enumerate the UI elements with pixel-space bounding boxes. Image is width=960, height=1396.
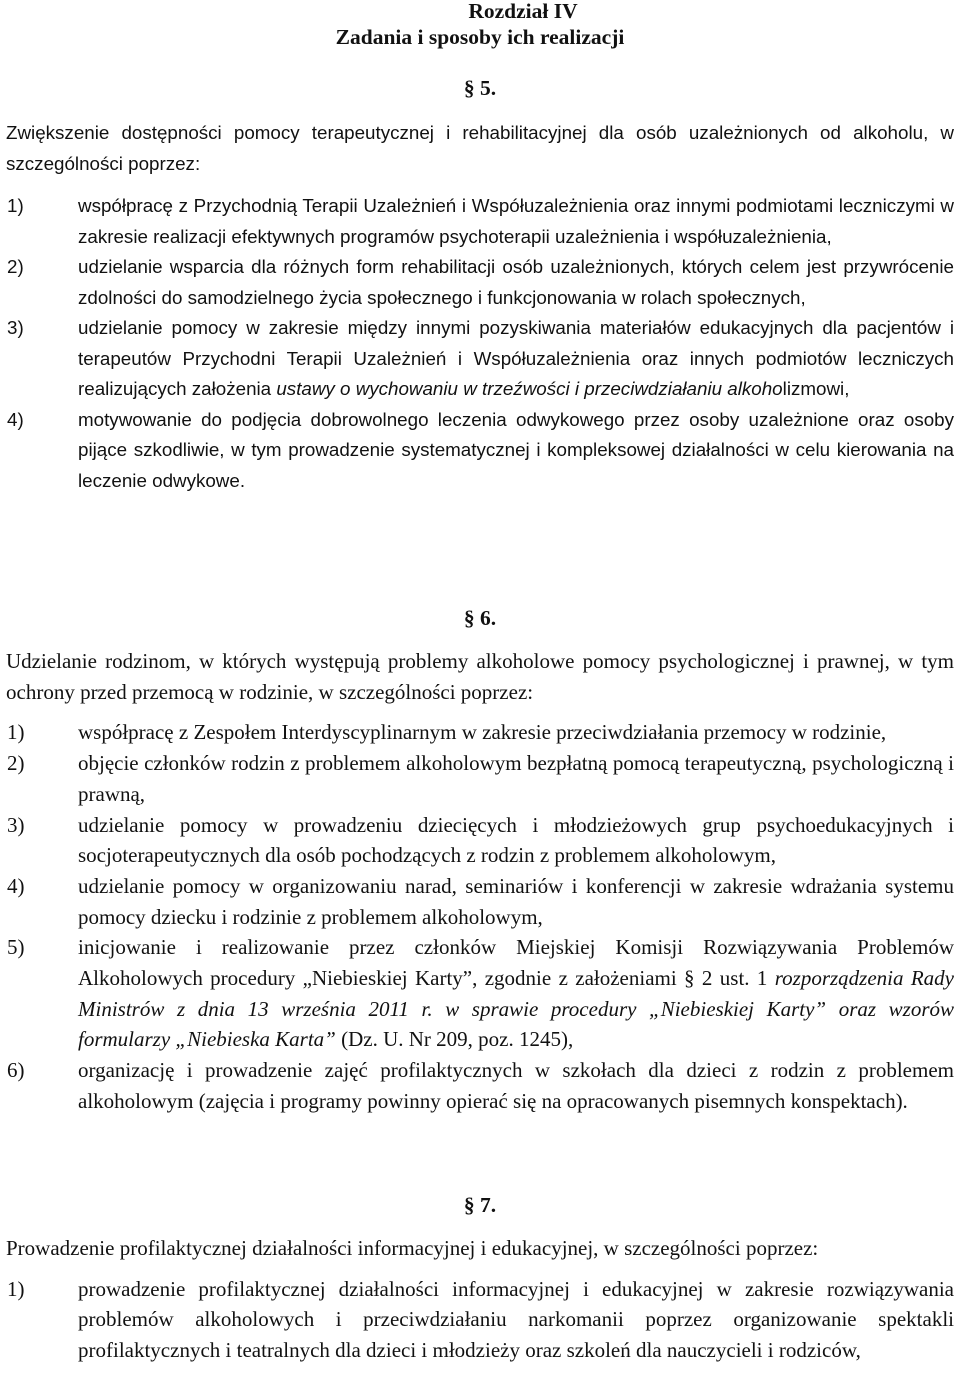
item-text: udzielanie pomocy w prowadzeniu dziecięcych i młodzieżowych grup psychoedukacyjnych i socjoterapeutycznych dla osób pochodzących z rodzin z problemem alkoholowym, — [78, 812, 954, 868]
item-text: objęcie członków rodzin z problemem alkoholowym bezpłatną pomocą terapeutyczną, psychologiczną i prawną, — [78, 751, 954, 806]
section-6-symbol: § 6. — [463, 606, 497, 630]
item-number: 2) — [7, 256, 24, 277]
item-number: 5) — [7, 935, 25, 960]
section-6-list — [0, 717, 960, 1116]
item-text: motywowanie do podjęcia dobrowolnego leczenia odwykowego przez osoby uzależnione oraz osoby pijące szkodliwie, w tym prowadzenie systematycznej i kompleksowej działalności w celu kierowania na leczenie odwykowe. — [78, 408, 954, 491]
chapter-subtitle: Zadania i sposoby ich realizacji — [335, 25, 625, 49]
item-text: udzielanie wsparcia dla różnych form rehabilitacji osób uzależnionych, których celem jest przywrócenie zdolności do samodzielnego życia społecznego i funkcjonowania w rolach społecznych, — [78, 256, 954, 308]
section-5-symbol: § 5. — [463, 76, 497, 100]
item-number: 6) — [7, 1058, 25, 1083]
item-number: 1) — [7, 720, 25, 745]
list-item — [0, 1274, 960, 1366]
section-7-list — [0, 1274, 960, 1366]
item-text: organizację i prowadzenie zajęć profilaktycznych w szkołach dla dzieci z rodzin z problemem alkoholowym (zajęcia i programy powinny opierać się na opracowanych pisemnych konspektach). — [78, 1058, 954, 1113]
list-item — [0, 1055, 960, 1116]
section-5-list — [0, 191, 960, 496]
list-item — [0, 252, 960, 313]
item-text: prowadzenie profilaktycznej działalności informacyjnej i edukacyjnej w zakresie rozwiązywania problemów alkoholowych i przeciwdziałaniu narkomanii poprzez organizowanie spektakli profilaktycznych i teatralnych dla dzieci i młodzieży oraz szkoleń dla nauczycieli i rodziców, — [78, 1276, 954, 1363]
list-item — [0, 405, 960, 497]
list-item — [0, 748, 960, 809]
section-7-symbol: § 7. — [463, 1193, 497, 1217]
item-number: 3) — [7, 812, 25, 837]
item-text: współpracę z Przychodnią Terapii Uzależnień i Współuzależnienia oraz innymi podmiotami leczniczymi w zakresie realizacji efektywnych programów psychoterapii uzależnienia i współuzależnienia, — [78, 195, 954, 247]
item-text: inicjowanie i realizowanie przez członków Miejskiej Komisji Rozwiązywania Problemów Alkoholowych procedury „Niebieskiej Karty”, zgodnie z założeniami § 2 ust. 1 — [78, 935, 954, 991]
item-number: 1) — [7, 1276, 25, 1301]
item-text: współpracę z Zespołem Interdyscyplinarnym w zakresie przeciwdziałania przemocy w rodzinie, — [78, 720, 887, 745]
item-text-end: lizmowi, — [782, 378, 850, 399]
item-number: 1) — [7, 195, 24, 216]
list-item — [0, 191, 960, 252]
section-6 — [0, 646, 960, 1117]
section-7 — [0, 1233, 960, 1366]
section-7-intro: Prowadzenie profilaktycznej działalności informacyjnej i edukacyjnej, w szczególności poprzez: — [6, 1236, 819, 1260]
item-number: 3) — [7, 317, 24, 338]
item-text: udzielanie pomocy w zakresie między innymi pozyskiwania materiałów edukacyjnych dla pacjentów i terapeutów Przychodni Terapii Uzależnień i Współuzależnienia oraz innych podmiotów leczniczych realizujących założenia — [78, 317, 954, 399]
section-6-intro: Udzielanie rodzinom, w których występują problemy alkoholowe pomocy psychologicznej i prawnej, w tym ochrony przed przemocą w rodzinie, w szczególności poprzez: — [6, 649, 954, 704]
list-item — [0, 717, 960, 748]
section-5 — [0, 118, 960, 496]
list-item — [0, 871, 960, 932]
list-item — [0, 932, 960, 1055]
list-item — [0, 313, 960, 405]
item-text: udzielanie pomocy w organizowaniu narad, seminariów i konferencji w zakresie wdrażania systemu pomocy dziecku i rodzinie z problemem alkoholowym, — [78, 873, 954, 929]
item-law-reference: ustawy o wychowaniu w trzeźwości i przeciwdziałaniu alkoho — [276, 378, 783, 399]
list-item — [0, 810, 960, 871]
chapter-title: Rozdział IV — [468, 0, 578, 23]
section-5-intro: Zwiększenie dostępności pomocy terapeutycznej i rehabilitacyjnej dla osób uzależnionych od alkoholu, w szczególności poprzez: — [6, 122, 954, 174]
item-number: 4) — [7, 408, 24, 430]
item-law-reference: rozporządzenia Rady Ministrów z dnia 13 września 2011 r. w sprawie procedury „Niebieskiej Karty” oraz wzorów formularzy „Niebieska Karta” — [78, 966, 954, 1052]
item-text-end: (Dz. U. Nr 209, poz. 1245), — [335, 1027, 574, 1052]
item-number: 2) — [7, 751, 25, 776]
item-number: 4) — [7, 873, 25, 898]
